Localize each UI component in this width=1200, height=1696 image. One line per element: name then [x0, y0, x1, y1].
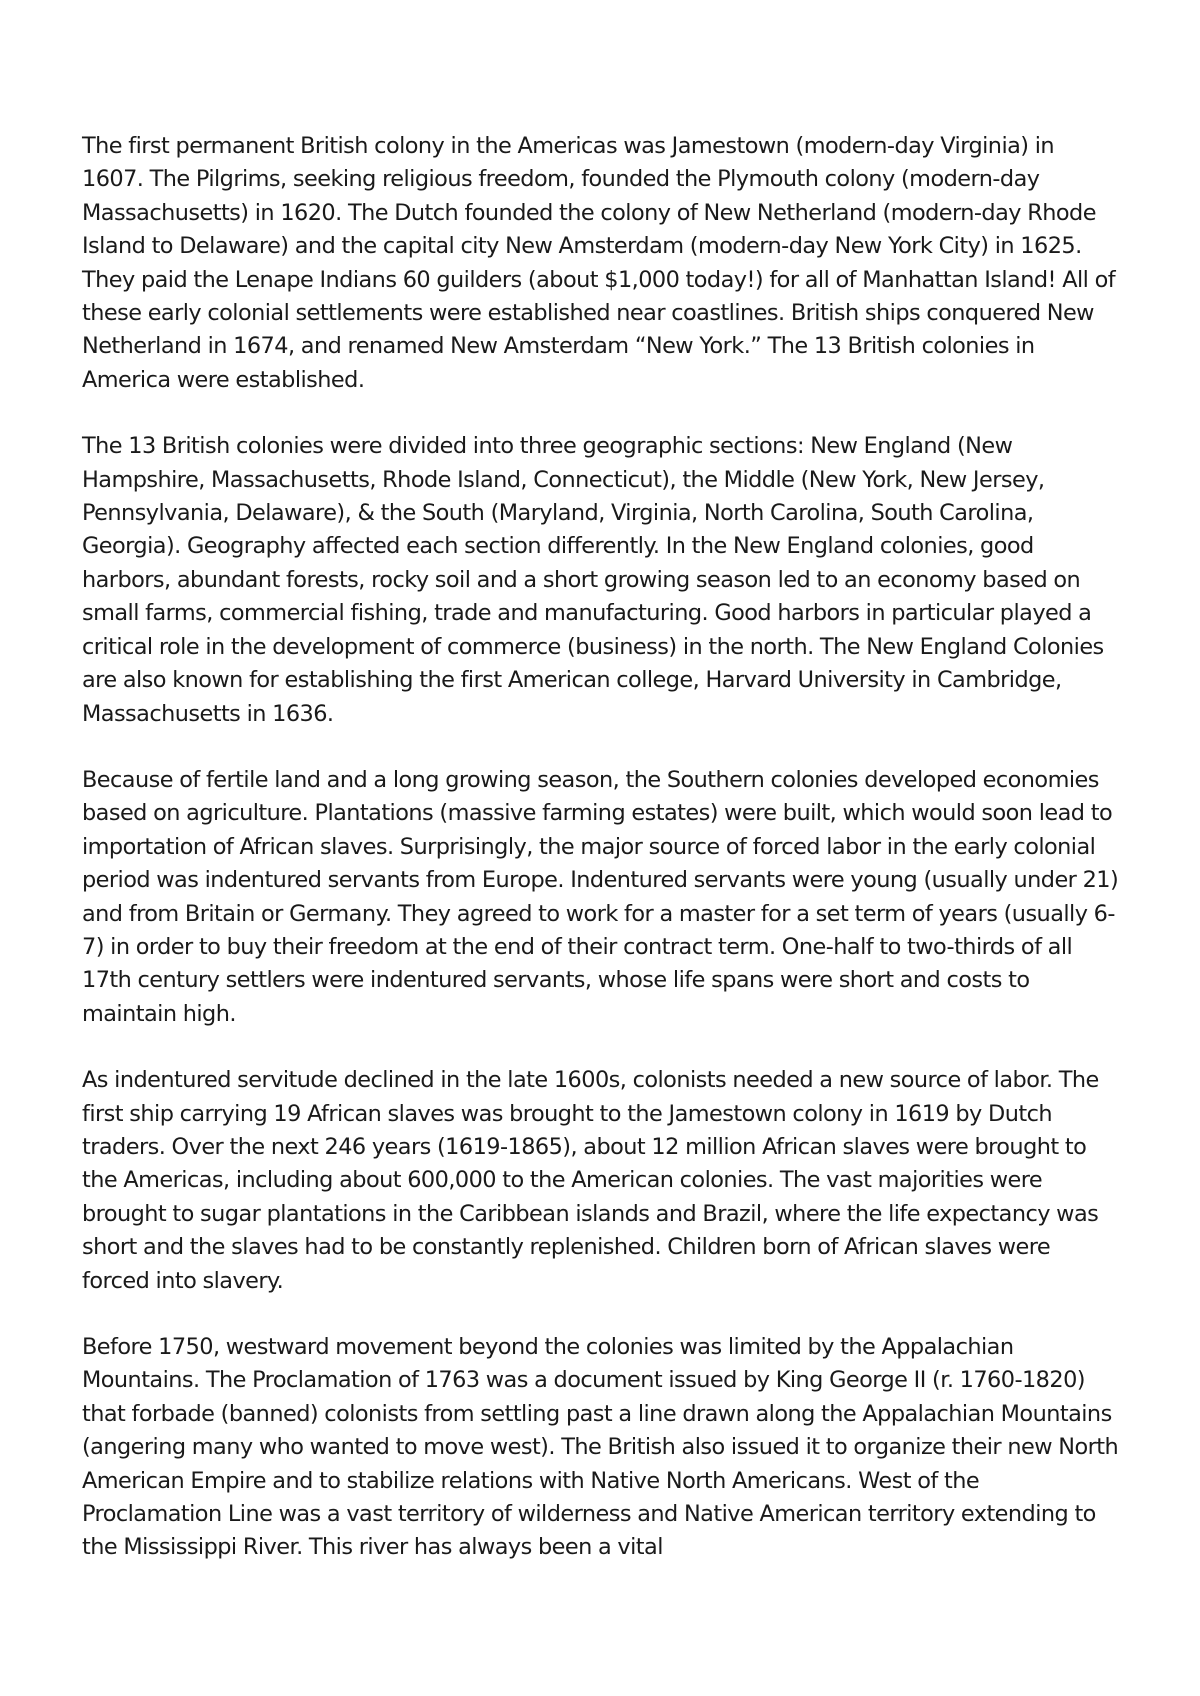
paragraph-southern-colonies: Because of fertile land and a long growing season, the Southern colonies developed economies based on agriculture. Plantations (massive farming estates) were built, which would soon lead to importation of African slaves. Surprisingly, the major source of forced labor in the early colonial period was indentured servants from Europe. Indentured servants were young (usually under 21) and from Britain or Germany. They agreed to work for a master for a set term of years (usually 6-7) in order to buy their freedom at the end of their contract term. One-half to two-thirds of all 17th century settlers were indentured servants, whose life spans were short and costs to maintain high. — [82, 766, 1119, 1027]
paragraph-geographic-sections: The 13 British colonies were divided into three geographic sections: New England (New Hampshire, Massachusetts, Rhode Island, Connecticut), the Middle (New York, New Jersey, Pennsylvania, Delaware), & the South (Maryland, Virginia, North Carolina, South Carolina, Georgia). Geography affected each section differently. In the New England colonies, good harbors, abundant forests, rocky soil and a short growing season led to an economy based on small farms, commercial fishing, trade and manufacturing. Good harbors in particular played a critical role in the development of commerce (business) in the north. The New England Colonies are also known for establishing the first American college, Harvard University in Cambridge, Massachusetts in 1636. — [82, 433, 1104, 727]
paragraph-african-slaves: As indentured servitude declined in the late 1600s, colonists needed a new source of labor. The first ship carrying 19 African slaves was brought to the Jamestown colony in 1619 by Dutch traders. Over the next 246 years (1619-1865), about 12 million African slaves were brought to the Americas, including about 600,000 to the American colonies. The vast majorities were brought to sugar plantations in the Caribbean islands and Brazil, where the life expectancy was short and the slaves had to be constantly replenished. Children born of African slaves were forced into slavery. — [82, 1067, 1099, 1294]
paragraph-jamestown: The first permanent British colony in the Americas was Jamestown (modern-day Virginia) in 1607. The Pilgrims, seeking religious freedom, founded the Plymouth colony (modern-day Massachusetts) in 1620. The Dutch founded the colony of New Netherland (modern-day Rhode Island to Delaware) and the capital city New Amsterdam (modern-day New York City) in 1625. They paid the Lenape Indians 60 guilders (about $1,000 today!) for all of Manhattan Island! All of these early colonial settlements were established near coastlines. British ships conquered New Netherland in 1674, and renamed New Amsterdam “New York.” The 13 British colonies in America were established. — [82, 133, 1116, 393]
paragraph-proclamation-1763: Before 1750, westward movement beyond the colonies was limited by the Appalachian Mountains. The Proclamation of 1763 was a document issued by King George II (r. 1760-1820) that forbade (banned) colonists from settling past a line drawn along the Appalachian Mountains (angering many who wanted to move west). The British also issued it to organize their new North American Empire and to stabilize relations with Native North Americans. West of the Proclamation Line was a vast territory of wilderness and Native American territory extending to the Mississippi River. This river has always been a vital — [82, 1334, 1119, 1561]
